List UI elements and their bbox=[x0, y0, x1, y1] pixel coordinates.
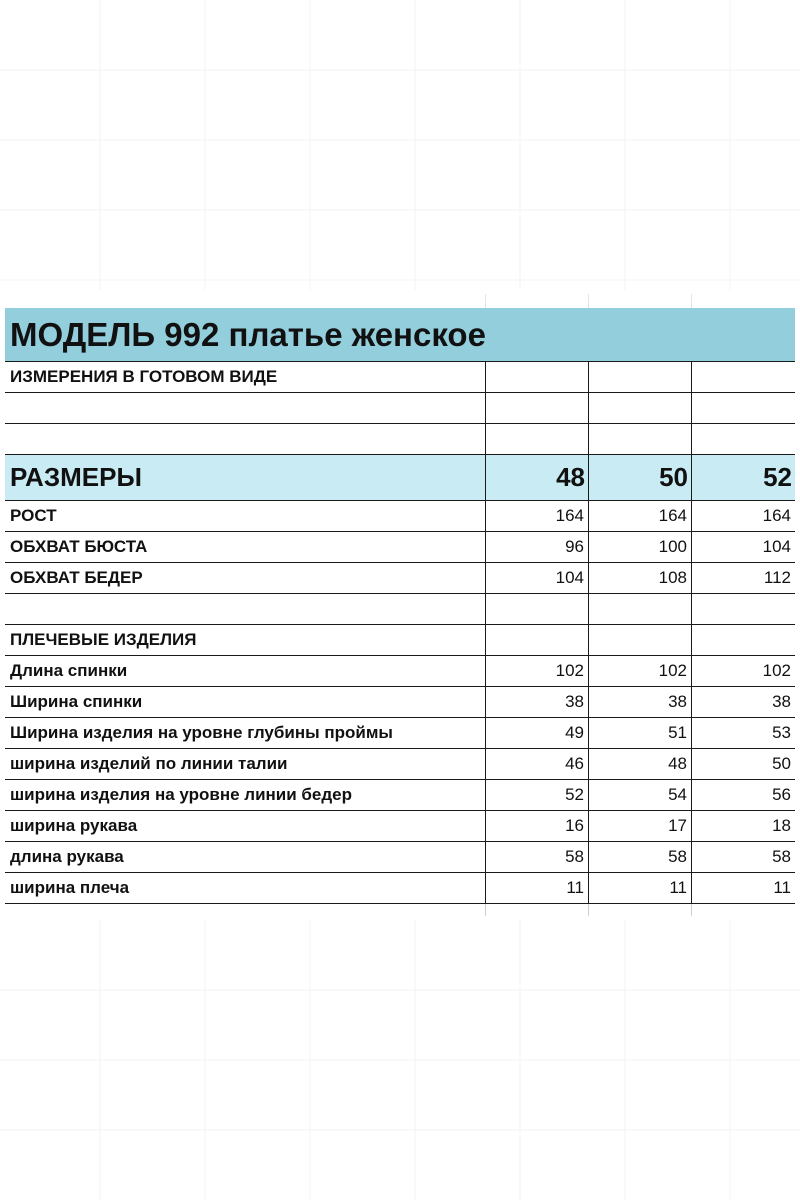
empty-cell bbox=[486, 424, 589, 455]
row-value: 38 bbox=[486, 687, 589, 718]
table-row bbox=[5, 532, 795, 563]
empty-cell bbox=[589, 294, 692, 308]
subtitle-row bbox=[5, 362, 795, 393]
empty-cell bbox=[589, 625, 692, 656]
row-label: РОСТ bbox=[5, 501, 486, 532]
table-row bbox=[5, 842, 795, 873]
empty-cell bbox=[589, 362, 692, 393]
row-value: 52 bbox=[486, 780, 589, 811]
size-table bbox=[5, 294, 795, 916]
empty-cell bbox=[5, 594, 486, 625]
row-value: 18 bbox=[692, 811, 795, 842]
table-row bbox=[5, 656, 795, 687]
size-header: 48 bbox=[486, 455, 589, 501]
row-value: 53 bbox=[692, 718, 795, 749]
row-label: длина рукава bbox=[5, 842, 486, 873]
table-row bbox=[5, 718, 795, 749]
empty-cell bbox=[486, 904, 589, 916]
row-value: 46 bbox=[486, 749, 589, 780]
row-value: 102 bbox=[589, 656, 692, 687]
table-row bbox=[5, 749, 795, 780]
blank-row bbox=[5, 393, 795, 424]
table-title: МОДЕЛЬ 992 платье женское bbox=[10, 315, 486, 353]
row-value: 51 bbox=[589, 718, 692, 749]
bottom-strip-row bbox=[5, 904, 795, 916]
row-label: ширина изделия на уровне линии бедер bbox=[5, 780, 486, 811]
empty-cell bbox=[486, 625, 589, 656]
empty-cell bbox=[486, 594, 589, 625]
row-value: 108 bbox=[589, 563, 692, 594]
row-value: 50 bbox=[692, 749, 795, 780]
empty-cell bbox=[5, 904, 486, 916]
section-header-row bbox=[5, 625, 795, 656]
subtitle: ИЗМЕРЕНИЯ В ГОТОВОМ ВИДЕ bbox=[5, 362, 486, 393]
table-row bbox=[5, 780, 795, 811]
row-value: 56 bbox=[692, 780, 795, 811]
row-value: 164 bbox=[692, 501, 795, 532]
row-value: 112 bbox=[692, 563, 795, 594]
blank-row bbox=[5, 424, 795, 455]
row-value: 104 bbox=[486, 563, 589, 594]
row-value: 104 bbox=[692, 532, 795, 563]
row-value: 102 bbox=[486, 656, 589, 687]
blank-row bbox=[5, 594, 795, 625]
row-label: ширина плеча bbox=[5, 873, 486, 904]
section-label: ПЛЕЧЕВЫЕ ИЗДЕЛИЯ bbox=[5, 625, 486, 656]
empty-cell bbox=[692, 594, 795, 625]
empty-cell bbox=[486, 294, 589, 308]
table-row bbox=[5, 811, 795, 842]
empty-cell bbox=[692, 625, 795, 656]
title-row bbox=[5, 308, 795, 362]
row-value: 164 bbox=[589, 501, 692, 532]
row-label: Ширина спинки bbox=[5, 687, 486, 718]
empty-cell bbox=[692, 393, 795, 424]
empty-cell bbox=[486, 362, 589, 393]
row-label: ОБХВАТ БЮСТА bbox=[5, 532, 486, 563]
size-header: 50 bbox=[589, 455, 692, 501]
size-header: 52 bbox=[692, 455, 795, 501]
empty-cell bbox=[589, 424, 692, 455]
empty-cell bbox=[692, 424, 795, 455]
empty-cell bbox=[692, 362, 795, 393]
empty-cell bbox=[692, 904, 795, 916]
empty-cell bbox=[5, 294, 486, 308]
empty-cell bbox=[589, 393, 692, 424]
row-value: 54 bbox=[589, 780, 692, 811]
row-label: Ширина изделия на уровне глубины проймы bbox=[5, 718, 486, 749]
row-value: 48 bbox=[589, 749, 692, 780]
row-value: 100 bbox=[589, 532, 692, 563]
sizes-header-row bbox=[5, 455, 795, 501]
row-value: 58 bbox=[486, 842, 589, 873]
table-row bbox=[5, 873, 795, 904]
row-label: ширина рукава bbox=[5, 811, 486, 842]
row-label: Длина спинки bbox=[5, 656, 486, 687]
row-value: 164 bbox=[486, 501, 589, 532]
row-value: 16 bbox=[486, 811, 589, 842]
row-label: ширина изделий по линии талии bbox=[5, 749, 486, 780]
row-value: 58 bbox=[692, 842, 795, 873]
row-value: 11 bbox=[692, 873, 795, 904]
empty-cell bbox=[5, 393, 486, 424]
row-value: 11 bbox=[589, 873, 692, 904]
row-value: 38 bbox=[692, 687, 795, 718]
table-row bbox=[5, 563, 795, 594]
empty-cell bbox=[5, 424, 486, 455]
table-row bbox=[5, 501, 795, 532]
table-row bbox=[5, 687, 795, 718]
empty-cell bbox=[589, 594, 692, 625]
top-strip-row bbox=[5, 294, 795, 308]
row-value: 96 bbox=[486, 532, 589, 563]
row-value: 102 bbox=[692, 656, 795, 687]
row-value: 58 bbox=[589, 842, 692, 873]
row-label: ОБХВАТ БЕДЕР bbox=[5, 563, 486, 594]
row-value: 38 bbox=[589, 687, 692, 718]
row-value: 17 bbox=[589, 811, 692, 842]
empty-cell bbox=[486, 393, 589, 424]
empty-cell bbox=[692, 294, 795, 308]
row-value: 49 bbox=[486, 718, 589, 749]
row-value: 11 bbox=[486, 873, 589, 904]
sizes-label: РАЗМЕРЫ bbox=[5, 455, 486, 501]
empty-cell bbox=[589, 904, 692, 916]
